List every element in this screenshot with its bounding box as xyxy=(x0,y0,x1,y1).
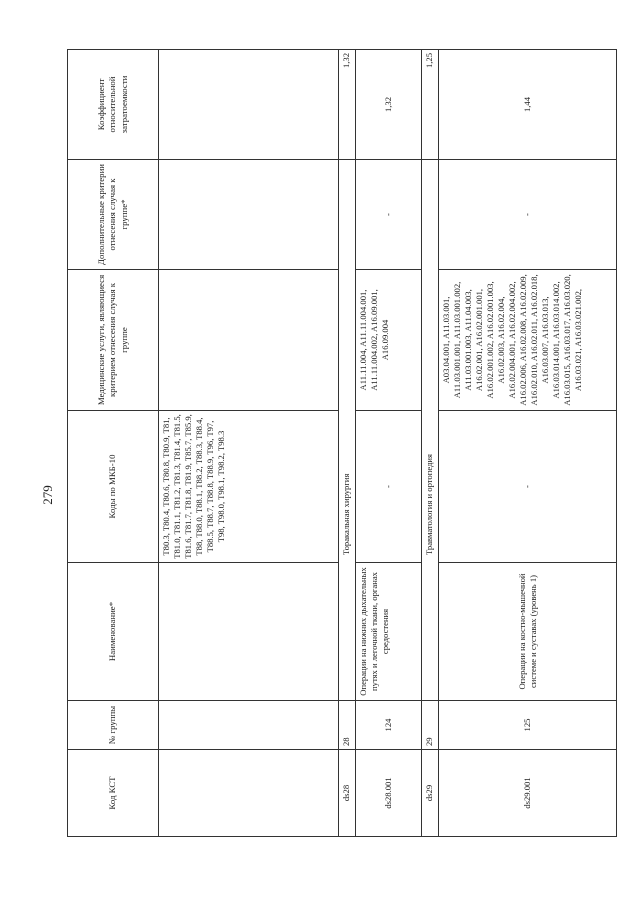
header-row xyxy=(68,50,159,837)
header-criteria: Дополнительные критерии отнесения случая к группе* xyxy=(68,160,159,270)
section-title: Торакальная хирургия xyxy=(339,160,356,701)
section-row-ds28 xyxy=(339,50,356,837)
section-code: ds29 xyxy=(422,750,439,837)
name-cell: Операции на нижних дыхательных путях и легочной ткани, органах средостения xyxy=(356,563,422,701)
table-row-ds28-001 xyxy=(356,50,422,837)
table-row xyxy=(159,50,339,837)
section-num: 29 xyxy=(422,701,439,750)
section-row-ds29 xyxy=(422,50,439,837)
services-cell: A11.11.004, A11.11.004.001, A11.11.004.002, A16.09.001, A16.09.004 xyxy=(356,270,422,411)
criteria-cell: - xyxy=(439,160,617,270)
mkb-codes-cell: T80.3, T80.4, T80.6, T80.8, T80.9, T81, T81.0, T81.1, T81.2, T81.3, T81.4, T81.5, T81.6, T81.7, T81.8, T81.9, T85.7, T85.9, T88, T88.0, T88.1, T88.2, T88.3, T88.4, T88.5, T88.7, T88.8, T88.9, T96, T97, T98, T98.0, T98.1, T98.2, T98.3 xyxy=(159,411,339,563)
mkb-cell: - xyxy=(439,411,617,563)
header-code: Код КСТ xyxy=(68,750,159,837)
header-mkb: Коды по МКБ-10 xyxy=(68,411,159,563)
coef-cell: 1,44 xyxy=(439,50,617,160)
header-num: № группы xyxy=(68,701,159,750)
ksg-table xyxy=(67,49,617,837)
section-title: Травматология и ортопедия xyxy=(422,160,439,701)
coef-cell: 1,32 xyxy=(356,50,422,160)
mkb-cell: - xyxy=(356,411,422,563)
table-row-ds29-001 xyxy=(439,50,617,837)
code-cell: ds29.001 xyxy=(439,750,617,837)
page-number: 279 xyxy=(40,485,55,505)
section-coef: 1,32 xyxy=(339,50,356,160)
section-num: 28 xyxy=(339,701,356,750)
code-cell: ds28.001 xyxy=(356,750,422,837)
num-cell: 124 xyxy=(356,701,422,750)
services-cell: A03.04.001, A11.03.001, A11.03.001.001, A11.03.001.002, A11.03.001.003, A11.04.003, A16.02.001, A16.02.001.001, A16.02.001.002, A16.02.001.003, A16.02.003, A16.02.004, A16.02.004.001, A16.02.004.002, A16.02.006, A16.02.008, A16.02.009, A16.02.010, A16.02.011, A16.02.018, A16.03.007, A16.03.013, A16.03.014.001, A16.03.014.002, A16.03.015, A16.03.017, A16.03.020, A16.03.021, A16.03.021.002, xyxy=(439,270,617,411)
section-coef: 1,25 xyxy=(422,50,439,160)
section-code: ds28 xyxy=(339,750,356,837)
header-name: Наименование* xyxy=(68,563,159,701)
header-coef: Коэффициент относительной затратоемкости xyxy=(68,50,159,160)
name-cell: Операции на костно-мышечной системе и суставах (уровень 1) xyxy=(439,563,617,701)
criteria-cell: - xyxy=(356,160,422,270)
num-cell: 125 xyxy=(439,701,617,750)
header-services: Медицинские услуги, являющиеся критерием отнесения случая к группе xyxy=(68,270,159,411)
